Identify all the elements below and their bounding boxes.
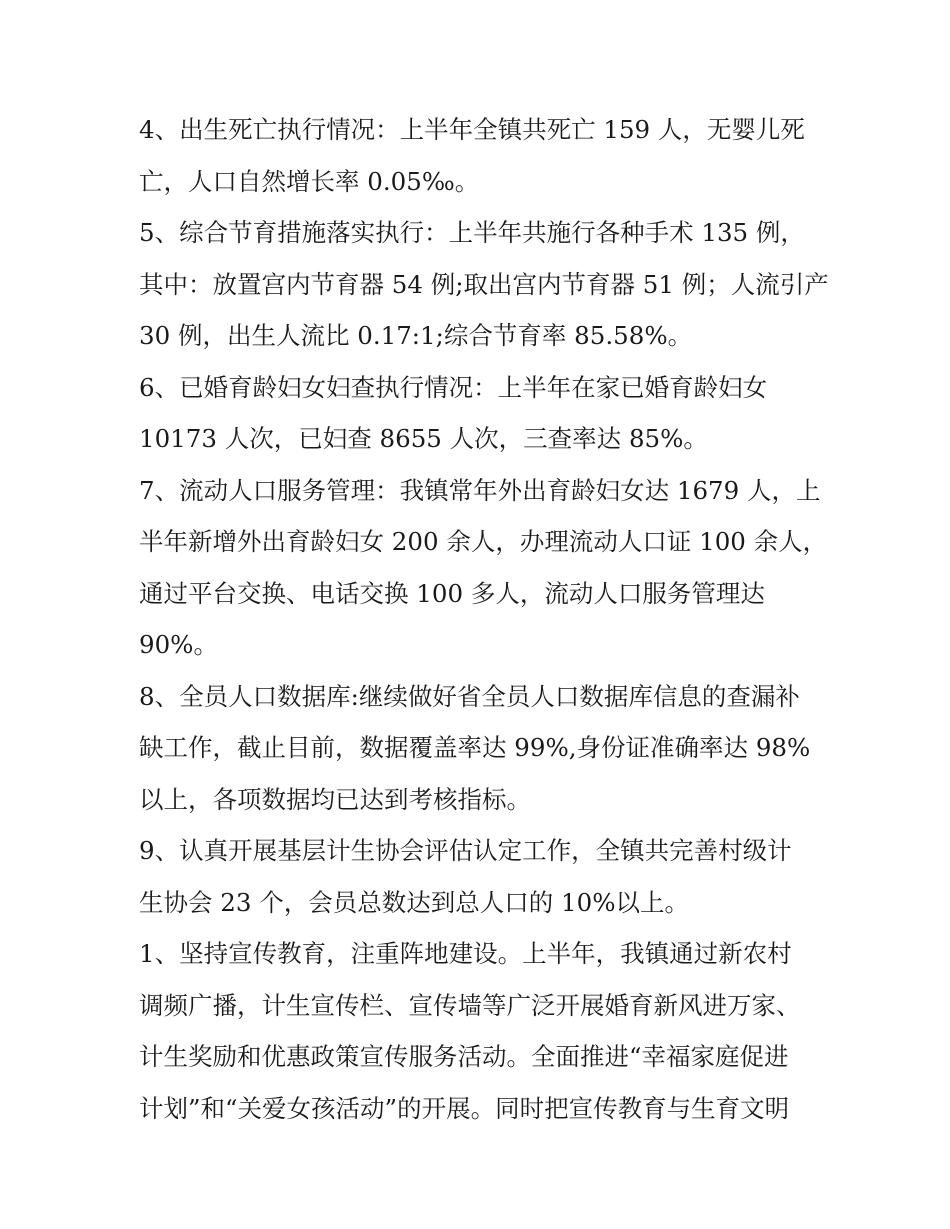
paragraph-gynecological-exam [139, 362, 819, 465]
text-line: 7、流动人口服务管理：我镇常年外出育龄妇女达 1679 人，上 [139, 475, 821, 505]
text-line: 通过平台交换、电话交换 100 多人，流动人口服务管理达 [139, 578, 765, 608]
paragraph-birth-death [139, 104, 819, 207]
text-line: 半年新增外出育龄妇女 200 余人，办理流动人口证 100 余人， [139, 527, 828, 556]
text-line: 以上，各项数据均已达到考核指标。 [139, 784, 531, 814]
text-line: 生协会 23 个，会员总数达到总人口的 10%以上。 [139, 887, 689, 917]
text-line: 调频广播，计生宣传栏、宣传墙等广泛开展婚育新风进万家、 [139, 990, 801, 1020]
paragraph-publicity-education [139, 928, 819, 1134]
text-line: 5、综合节育措施落实执行：上半年共施行各种手术 135 例， [139, 218, 805, 247]
text-line: 8、全员人口数据库:继续做好省全员人口数据库信息的查漏补 [139, 681, 800, 711]
text-line: 6、已婚育龄妇女妇查执行情况：上半年在家已婚育龄妇女 [139, 372, 768, 402]
text-line: 计生奖励和优惠政策宣传服务活动。全面推进“幸福家庭促进 [139, 1042, 789, 1071]
text-line: 计划”和“关爱女孩活动”的开展。同时把宣传教育与生育文明 [139, 1093, 790, 1123]
paragraph-association-evaluation [139, 825, 819, 928]
paragraph-contraception-measures [139, 207, 829, 362]
paragraph-population-database [139, 671, 819, 826]
text-line: 9、认真开展基层计生协会评估认定工作，全镇共完善村级计 [139, 836, 792, 865]
text-line: 其中：放置宫内节育器 54 例;取出宫内节育器 51 例；人流引产 [139, 269, 829, 299]
document-body [139, 104, 829, 1134]
text-line: 4、出生死亡执行情况：上半年全镇共死亡 159 人，无婴儿死 [139, 115, 805, 144]
text-line: 30 例，出生人流比 0.17:1;综合节育率 85.58%。 [139, 321, 693, 350]
text-line: 缺工作，截止目前，数据覆盖率达 99%,身份证准确率达 98% [139, 733, 811, 762]
text-line: 90%。 [139, 630, 218, 659]
text-line: 1、坚持宣传教育，注重阵地建设。上半年，我镇通过新农村 [139, 939, 792, 968]
paragraph-floating-population [139, 465, 828, 671]
text-line: 10173 人次，已妇查 8655 人次，三查率达 85%。 [139, 424, 708, 453]
text-line: 亡，人口自然增长率 0.05‰。 [139, 166, 480, 196]
